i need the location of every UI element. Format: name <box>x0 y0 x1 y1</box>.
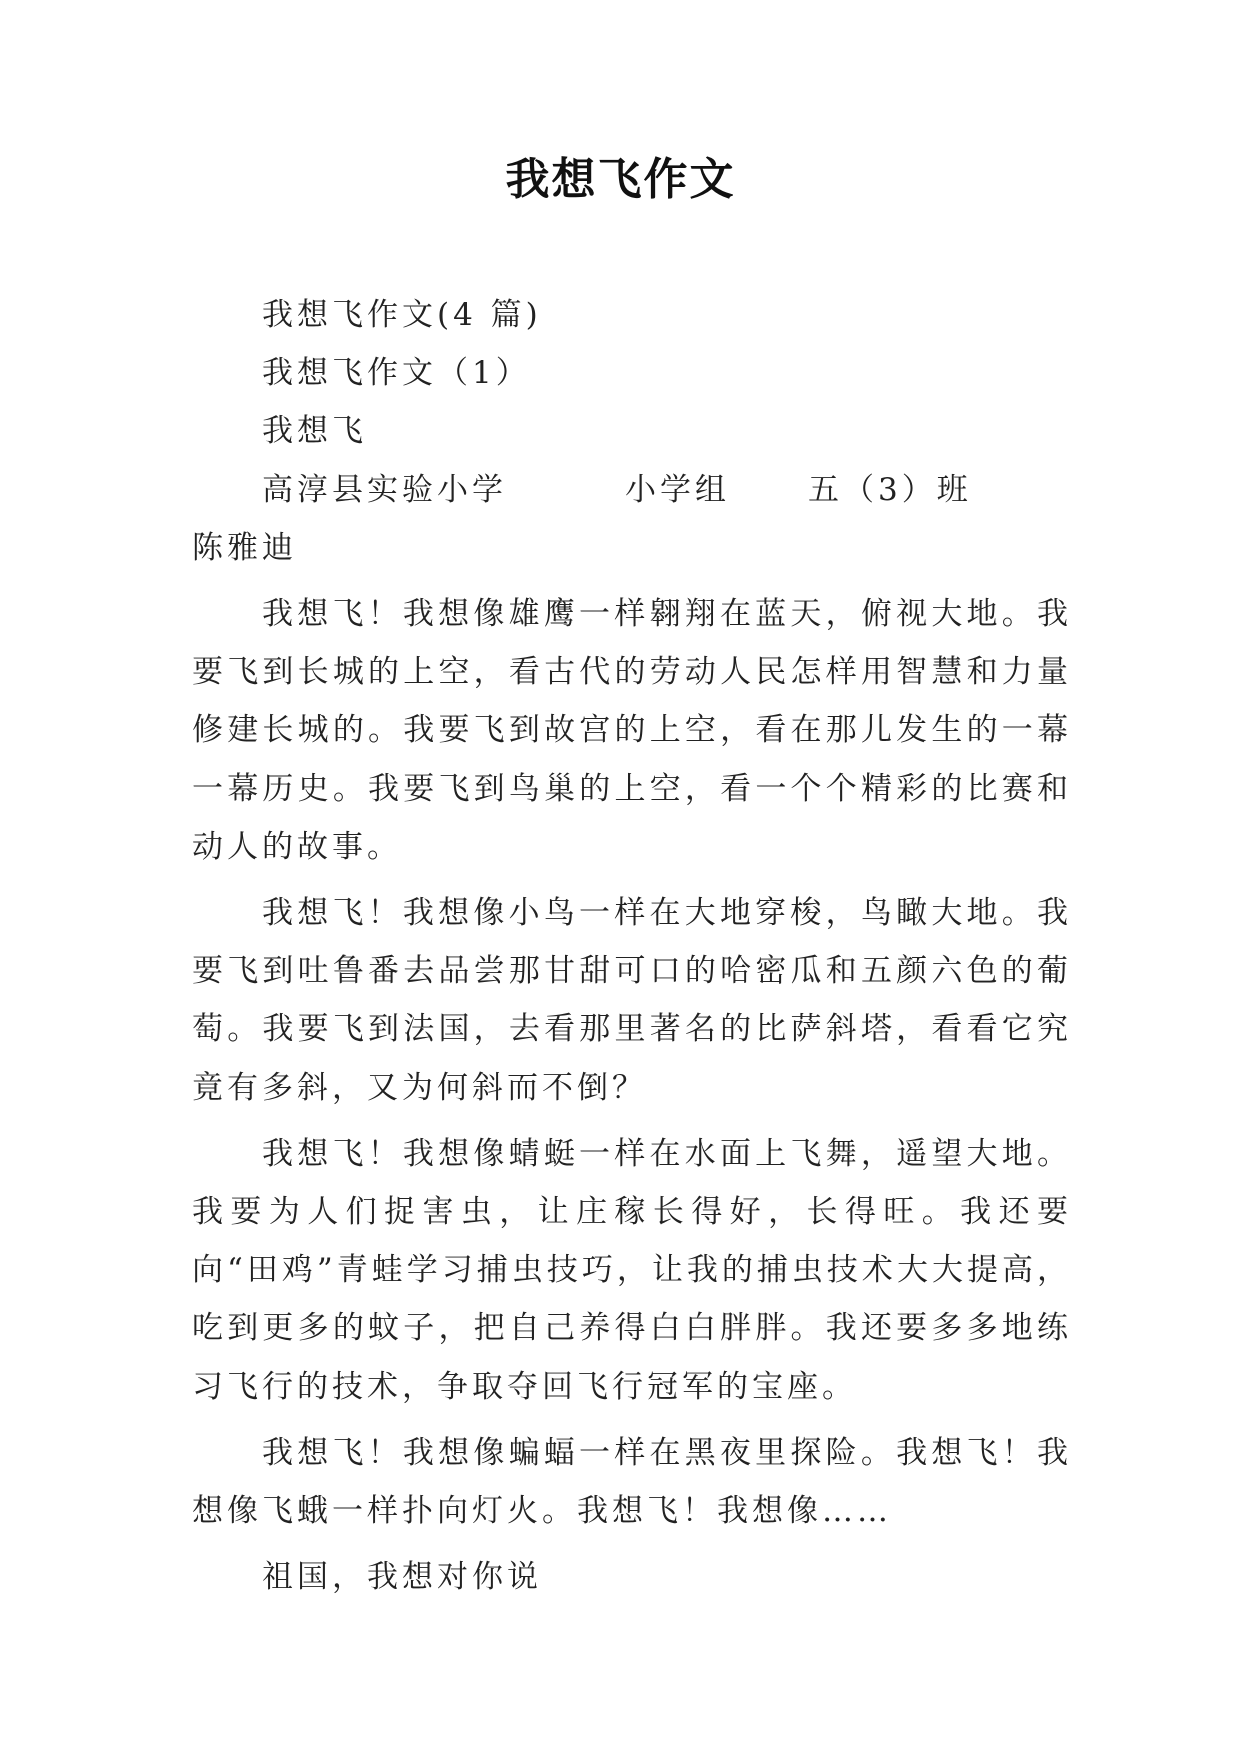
author-line <box>192 461 1072 519</box>
next-essay-heading: 祖国，我想对你说 <box>262 1559 542 1596</box>
author-class: 五（3）班 <box>808 471 972 508</box>
document-body <box>192 286 1072 1606</box>
part-heading: 我想飞作文（1） <box>262 355 531 392</box>
paragraph-4: 我想飞！我想像蝙蝠一样在黑夜里探险。我想飞！我想像飞蛾一样扑向灯火。我想飞！我想像…… <box>192 1434 1072 1530</box>
collection-heading: 我想飞作文(4 篇) <box>262 297 542 333</box>
author-school: 高淳县实验小学 <box>262 471 507 508</box>
paragraph-2: 我想飞！我想像小鸟一样在大地穿梭，鸟瞰大地。我要飞到吐鲁番去品尝那甘甜可口的哈密瓜和五颜六色的葡萄。我要飞到法国，去看那里著名的比萨斜塔，看看它究竟有多斜，又为何斜而不倒？ <box>192 895 1072 1106</box>
author-name: 陈雅迪 <box>192 529 297 566</box>
essay-title: 我想飞 <box>262 413 367 450</box>
paragraph-3: 我想飞！我想像蜻蜓一样在水面上飞舞，遥望大地。我要为人们捉害虫，让庄稼长得好，长得旺。我还要向“田鸡”青蛙学习捕虫技巧，让我的捕虫技术大大提高，吃到更多的蚊子，把自己养得白白胖胖。我还要多多地练习飞行的技术，争取夺回飞行冠军的宝座。 <box>192 1135 1072 1405</box>
document-title: 我想飞作文 <box>505 154 736 205</box>
author-group: 小学组 <box>625 471 730 508</box>
paragraph-1: 我想飞！我想像雄鹰一样翱翔在蓝天，俯视大地。我要飞到长城的上空，看古代的劳动人民怎样用智慧和力量修建长城的。我要飞到故宫的上空，看在那儿发生的一幕一幕历史。我要飞到鸟巢的上空，看一个个精彩的比赛和动人的故事。 <box>192 596 1072 865</box>
